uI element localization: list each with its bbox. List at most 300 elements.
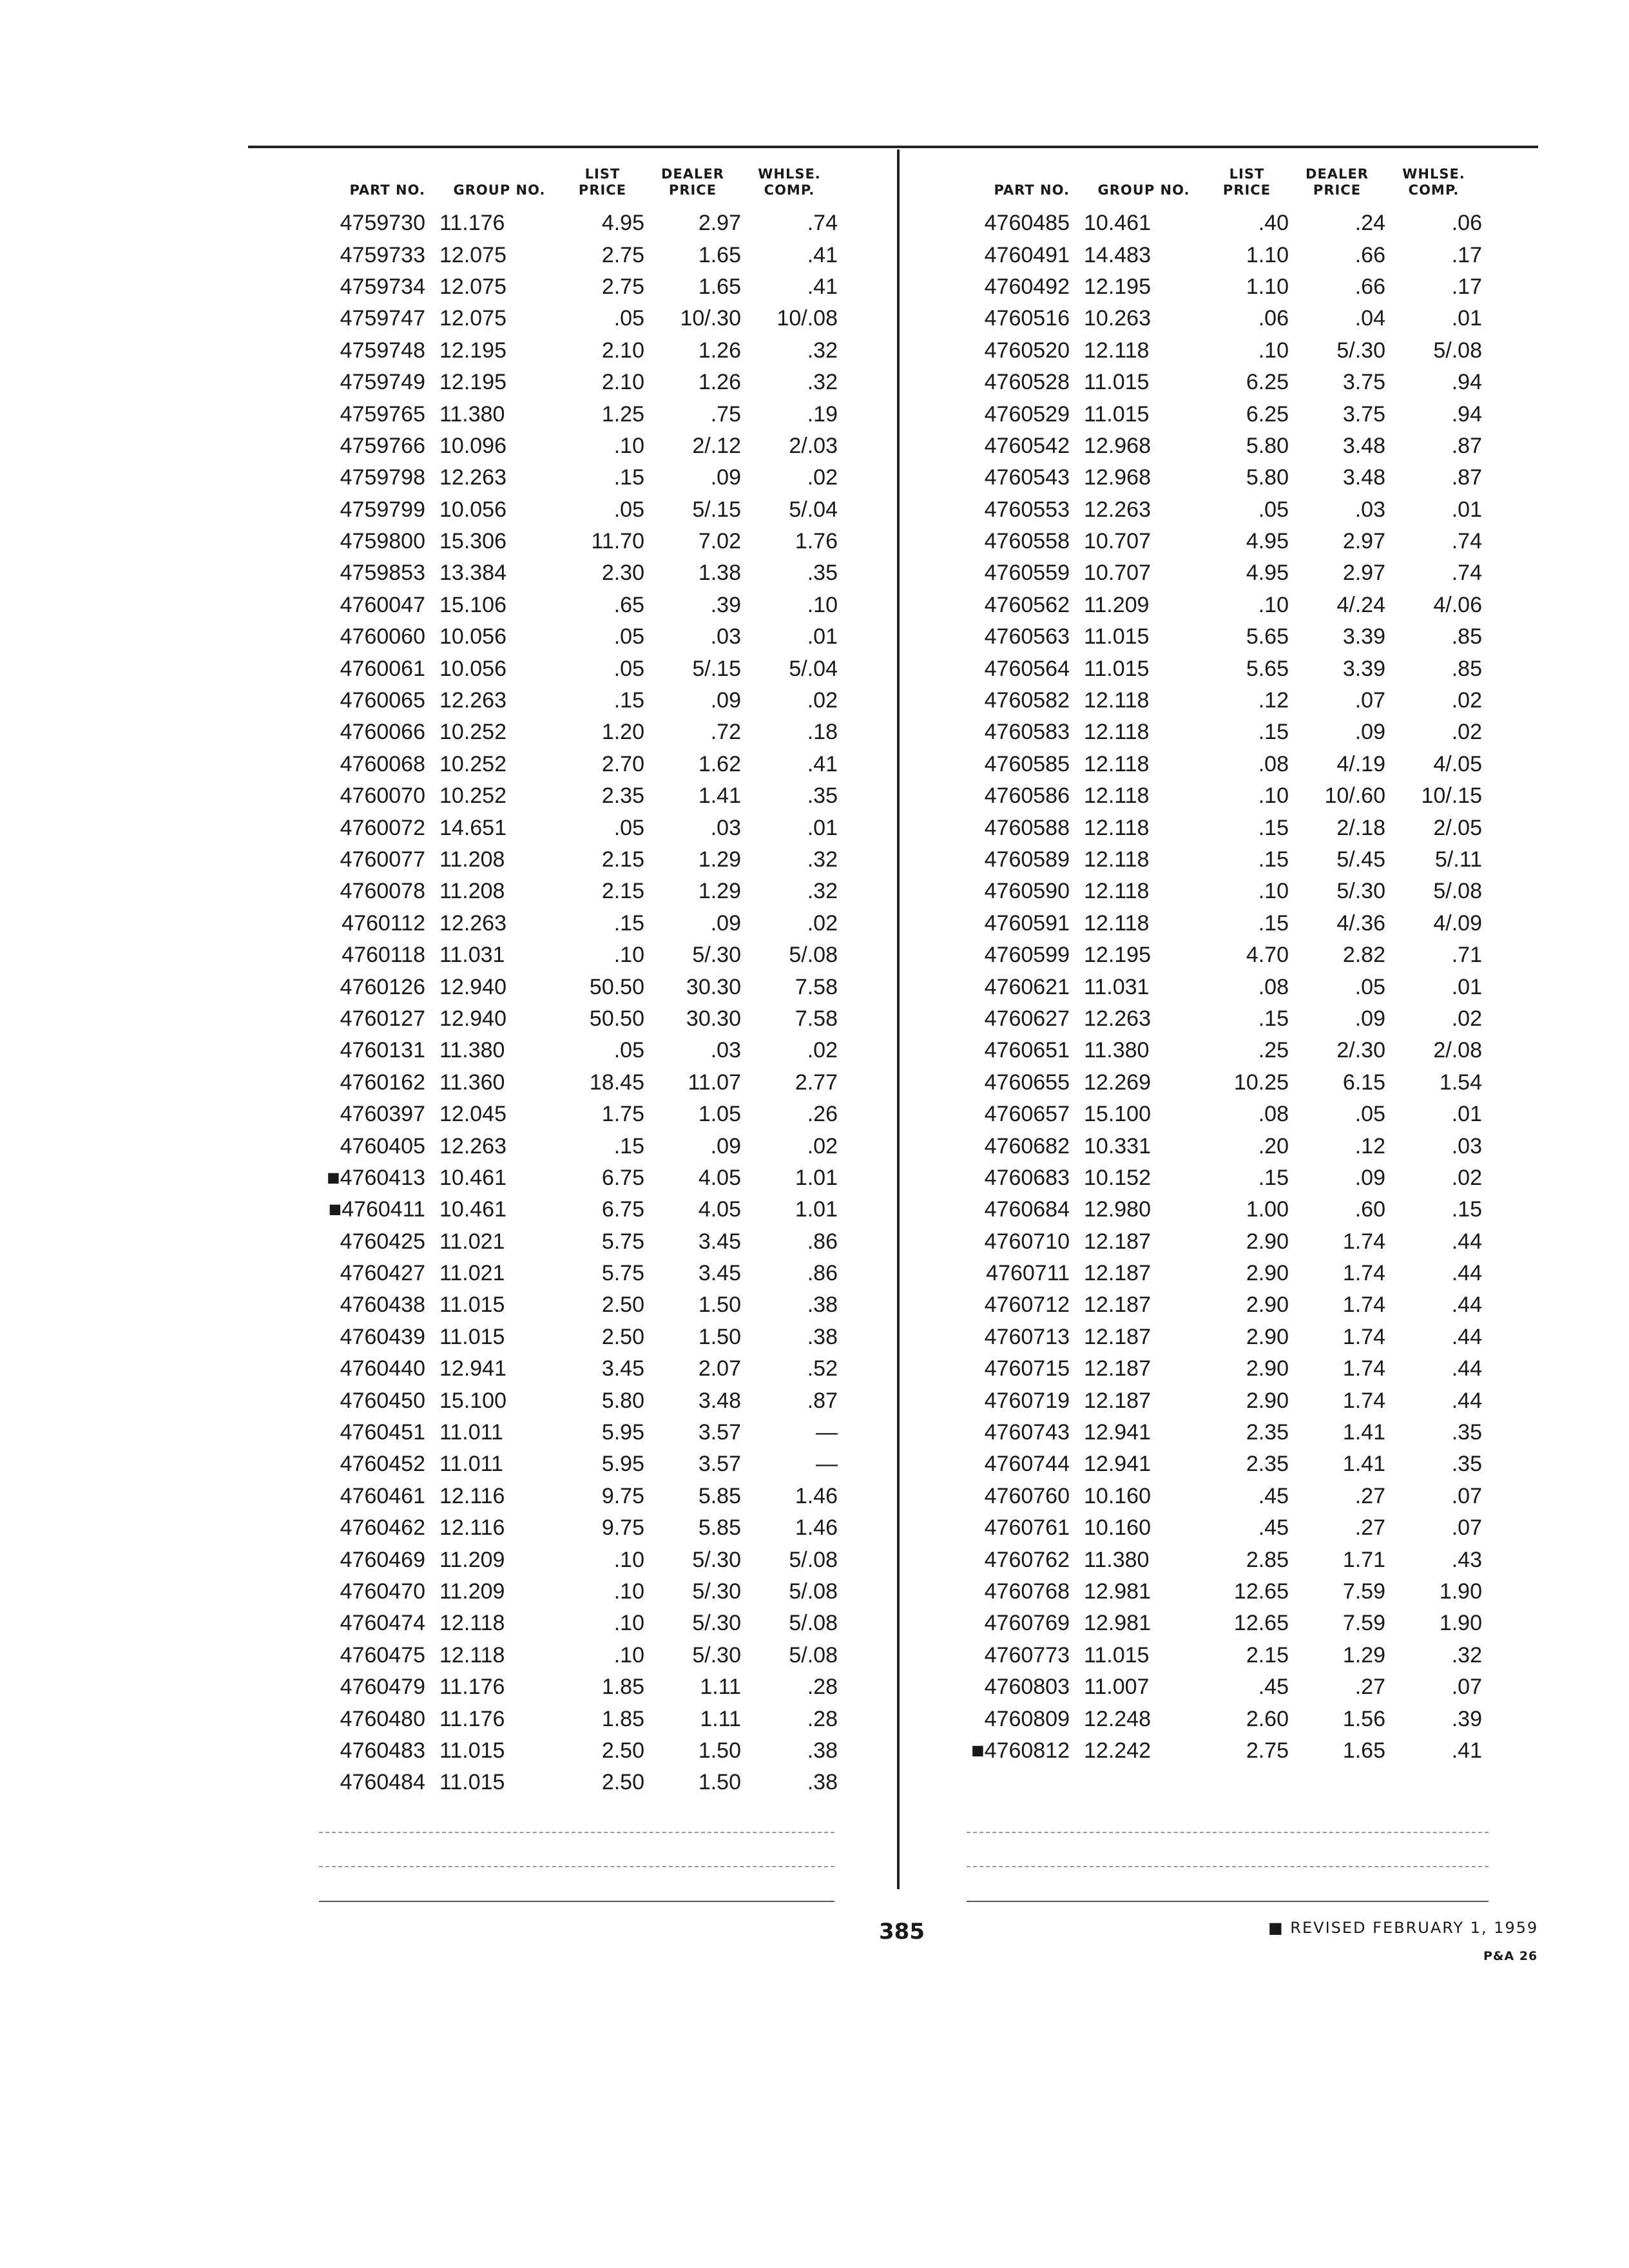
group-no-cell: 10.096 <box>439 433 506 458</box>
dealer-price-cell: 2/.12 <box>692 433 741 458</box>
whlse-comp-cell: .02 <box>807 688 838 713</box>
part-no-cell: 4760127 <box>340 1006 425 1031</box>
part-no-cell: 4760440 <box>340 1356 425 1381</box>
whlse-comp-cell: .44 <box>1451 1229 1482 1254</box>
group-no-cell: 12.187 <box>1084 1293 1151 1318</box>
whlse-comp-cell: 1.90 <box>1439 1611 1482 1636</box>
left-price-table <box>309 166 838 1799</box>
table-row <box>954 1194 1482 1225</box>
dealer-price-cell: 1.38 <box>698 561 741 586</box>
table-row <box>309 207 838 239</box>
part-no-cell: 4760450 <box>340 1388 425 1413</box>
table-row <box>309 1417 838 1448</box>
part-no-cell: 4759747 <box>340 306 425 331</box>
group-no-cell: 11.208 <box>439 879 505 904</box>
list-price-cell: .15 <box>1258 847 1289 872</box>
part-no-cell: 4760470 <box>340 1579 425 1604</box>
part-no-cell: 4760126 <box>340 974 425 999</box>
list-price-cell: 2.75 <box>601 274 644 299</box>
dealer-price-cell: 3.39 <box>1342 624 1385 649</box>
whlse-comp-cell: .01 <box>1451 974 1482 999</box>
group-no-cell: 15.106 <box>439 592 506 617</box>
part-no-cell: 4760492 <box>984 274 1070 299</box>
header-group-no: GROUP NO. <box>1097 182 1190 198</box>
table-row <box>954 557 1482 589</box>
table-row <box>309 462 838 494</box>
whlse-comp-cell: .02 <box>1451 1006 1482 1031</box>
table-row <box>954 462 1482 494</box>
table-row <box>954 1035 1482 1066</box>
dealer-price-cell: .09 <box>1354 1165 1385 1190</box>
part-no-cell: 4760586 <box>984 783 1070 809</box>
top-rule <box>248 146 1538 148</box>
list-price-cell: 2.35 <box>1246 1452 1289 1477</box>
dealer-price-cell: 5/.30 <box>692 1642 741 1667</box>
part-no-cell: 4760485 <box>984 211 1070 236</box>
group-no-cell: 12.248 <box>1084 1706 1151 1731</box>
dealer-price-cell: .04 <box>1354 306 1385 331</box>
group-no-cell: 11.007 <box>1084 1675 1150 1700</box>
group-no-cell: 12.187 <box>1084 1356 1151 1381</box>
page-number: 385 <box>879 1919 925 1945</box>
whlse-comp-cell: .87 <box>807 1388 838 1413</box>
group-no-cell: 11.021 <box>439 1261 505 1286</box>
whlse-comp-cell: 1.90 <box>1439 1579 1482 1604</box>
dealer-price-cell: .09 <box>1354 1006 1385 1031</box>
dealer-price-cell: 1.50 <box>698 1738 741 1763</box>
table-row <box>954 1353 1482 1385</box>
group-no-cell: 11.176 <box>439 211 505 236</box>
group-no-cell: 11.380 <box>439 401 505 427</box>
list-price-cell: .45 <box>1258 1483 1289 1508</box>
whlse-comp-cell: .02 <box>807 910 838 936</box>
list-price-cell: 1.10 <box>1246 242 1289 267</box>
dealer-price-cell: 1.05 <box>698 1102 741 1127</box>
group-no-cell: 12.195 <box>1084 274 1151 299</box>
group-no-cell: 12.263 <box>1084 1006 1151 1031</box>
part-no-cell: 4759766 <box>340 433 425 458</box>
list-price-cell: 1.10 <box>1246 274 1289 299</box>
list-price-cell: .45 <box>1258 1675 1289 1700</box>
group-no-cell: 12.118 <box>1084 688 1150 713</box>
dealer-price-cell: .09 <box>710 1133 741 1158</box>
dealer-price-cell: .09 <box>710 465 741 490</box>
part-no-cell: 4760070 <box>340 783 425 809</box>
table-row <box>309 1321 838 1353</box>
whlse-comp-cell: 1.01 <box>795 1165 838 1190</box>
part-no-cell: 4760474 <box>340 1611 425 1636</box>
dealer-price-cell: 5.85 <box>698 1515 741 1541</box>
whlse-comp-cell: 5/.08 <box>789 1547 838 1572</box>
part-no-cell: 4760425 <box>340 1229 425 1254</box>
dealer-price-cell: 5/.45 <box>1336 847 1385 872</box>
table-row <box>309 1481 838 1512</box>
whlse-comp-cell: .07 <box>1451 1515 1482 1541</box>
group-no-cell: 10.252 <box>439 783 506 809</box>
table-header-row <box>309 166 838 207</box>
part-no-cell: 4760060 <box>340 624 425 649</box>
dealer-price-cell: 1.65 <box>1342 1738 1385 1763</box>
header-whlse-comp: WHLSE. COMP. <box>758 166 821 198</box>
list-price-cell: 18.45 <box>589 1070 644 1095</box>
list-price-cell: .10 <box>613 943 644 968</box>
table-row <box>309 1162 838 1194</box>
dealer-price-cell: 1.11 <box>700 1706 741 1731</box>
list-price-cell: 2.15 <box>1246 1642 1289 1667</box>
dealer-price-cell: 1.26 <box>698 338 741 363</box>
group-no-cell: 12.981 <box>1084 1579 1151 1604</box>
group-no-cell: 11.031 <box>439 943 505 968</box>
whlse-comp-cell: — <box>816 1452 838 1477</box>
part-no-cell: 4759748 <box>340 338 425 363</box>
group-no-cell: 11.380 <box>1084 1547 1150 1572</box>
list-price-cell: .10 <box>613 1579 644 1604</box>
part-no-cell: 4760711 <box>986 1261 1070 1286</box>
table-row <box>309 335 838 367</box>
dealer-price-cell: 2.97 <box>1342 529 1385 554</box>
whlse-comp-cell: .44 <box>1451 1261 1482 1286</box>
part-no-cell: ■4760812 <box>971 1738 1070 1763</box>
list-price-cell: .08 <box>1258 974 1289 999</box>
group-no-cell: 12.118 <box>1084 720 1150 745</box>
whlse-comp-cell: .85 <box>1451 656 1482 681</box>
whlse-comp-cell: .02 <box>1451 688 1482 713</box>
whlse-comp-cell: — <box>816 1420 838 1445</box>
dealer-price-cell: .09 <box>710 910 741 936</box>
table-row <box>954 1735 1482 1767</box>
part-no-cell: 4760479 <box>340 1675 425 1700</box>
list-price-cell: .15 <box>613 688 644 713</box>
table-row <box>954 239 1482 271</box>
table-row <box>309 1035 838 1066</box>
dealer-price-cell: 1.41 <box>1342 1420 1385 1445</box>
list-price-cell: .05 <box>613 1038 644 1063</box>
part-no-cell: 4760682 <box>984 1133 1070 1158</box>
group-no-cell: 12.195 <box>439 338 506 363</box>
part-no-cell: 4760451 <box>340 1420 425 1445</box>
group-no-cell: 11.176 <box>439 1706 505 1731</box>
group-no-cell: 12.075 <box>439 242 506 267</box>
table-row <box>954 971 1482 1003</box>
dealer-price-cell: 2/.18 <box>1336 815 1385 840</box>
part-no-cell: ■4760411 <box>328 1197 425 1222</box>
whlse-comp-cell: .52 <box>807 1356 838 1381</box>
list-price-cell: .15 <box>1258 910 1289 936</box>
group-no-cell: 11.011 <box>439 1452 503 1477</box>
group-no-cell: 14.483 <box>1084 242 1151 267</box>
whlse-comp-cell: .01 <box>1451 306 1482 331</box>
whlse-comp-cell: .02 <box>807 1038 838 1063</box>
whlse-comp-cell: .17 <box>1451 242 1482 267</box>
dealer-price-cell: 1.50 <box>698 1324 741 1349</box>
whlse-comp-cell: 1.01 <box>795 1197 838 1222</box>
table-row <box>309 526 838 557</box>
table-row <box>954 1640 1482 1671</box>
table-row <box>954 621 1482 653</box>
part-no-cell: 4759800 <box>340 529 425 554</box>
table-header-row <box>954 166 1482 207</box>
group-no-cell: 12.195 <box>1084 943 1151 968</box>
group-no-cell: 10.461 <box>439 1197 506 1222</box>
whlse-comp-cell: .87 <box>1451 465 1482 490</box>
dealer-price-cell: .03 <box>710 815 741 840</box>
group-no-cell: 15.100 <box>1084 1102 1151 1127</box>
whlse-comp-cell: 5/.04 <box>789 497 838 522</box>
part-no-cell: 4760564 <box>984 656 1070 681</box>
group-no-cell: 12.968 <box>1084 465 1151 490</box>
list-price-cell: 5.75 <box>601 1261 644 1286</box>
list-price-cell: 2.75 <box>601 242 644 267</box>
group-no-cell: 10.056 <box>439 624 506 649</box>
list-price-cell: 1.85 <box>601 1675 644 1700</box>
table-row <box>954 749 1482 780</box>
table-row <box>954 1226 1482 1258</box>
group-no-cell: 11.015 <box>1084 401 1150 427</box>
header-dealer-price: DEALER PRICE <box>661 166 724 198</box>
whlse-comp-cell: .02 <box>807 465 838 490</box>
whlse-comp-cell: 5/.04 <box>789 656 838 681</box>
whlse-comp-cell: 2/.03 <box>789 433 838 458</box>
list-price-cell: .10 <box>613 1642 644 1667</box>
part-no-cell: 4760621 <box>984 974 1070 999</box>
whlse-comp-cell: .01 <box>807 815 838 840</box>
dealer-price-cell: 5.85 <box>698 1483 741 1508</box>
list-price-cell: 5.65 <box>1246 624 1289 649</box>
list-price-cell: 2.15 <box>601 847 644 872</box>
dealer-price-cell: .03 <box>710 624 741 649</box>
dealer-price-cell: 6.15 <box>1342 1070 1385 1095</box>
table-row <box>954 494 1482 526</box>
part-no-cell: 4760559 <box>984 561 1070 586</box>
list-price-cell: 12.65 <box>1233 1611 1289 1636</box>
dealer-price-cell: 5/.30 <box>1336 338 1385 363</box>
part-no-cell: 4760651 <box>984 1038 1070 1063</box>
group-no-cell: 14.651 <box>439 815 506 840</box>
dealer-price-cell: 5/.15 <box>692 497 741 522</box>
group-no-cell: 11.015 <box>1084 370 1150 395</box>
whlse-comp-cell: .02 <box>807 1133 838 1158</box>
group-no-cell: 11.380 <box>439 1038 505 1063</box>
dealer-price-cell: 1.29 <box>698 879 741 904</box>
list-price-cell: .10 <box>1258 592 1289 617</box>
right-table-body <box>954 207 1482 1767</box>
group-no-cell: 11.015 <box>439 1770 505 1795</box>
list-price-cell: .10 <box>1258 879 1289 904</box>
table-row <box>954 1321 1482 1353</box>
dealer-price-cell: 1.50 <box>698 1293 741 1318</box>
list-price-cell: 2.30 <box>601 561 644 586</box>
table-row <box>309 1385 838 1416</box>
part-no-cell: 4760768 <box>984 1579 1070 1604</box>
group-no-cell: 11.021 <box>439 1229 505 1254</box>
dealer-price-cell: 1.29 <box>698 847 741 872</box>
part-no-cell: 4760397 <box>340 1102 425 1127</box>
whlse-comp-cell: .38 <box>807 1324 838 1349</box>
part-no-cell: 4759853 <box>340 561 425 586</box>
part-no-cell: 4760562 <box>984 592 1070 617</box>
group-no-cell: 12.187 <box>1084 1261 1151 1286</box>
dealer-price-cell: 1.26 <box>698 370 741 395</box>
list-price-cell: 50.50 <box>589 974 644 999</box>
list-price-cell: .15 <box>1258 720 1289 745</box>
whlse-comp-cell: 1.76 <box>795 529 838 554</box>
table-row <box>309 876 838 907</box>
whlse-comp-cell: .43 <box>1451 1547 1482 1572</box>
part-no-cell: 4760713 <box>984 1324 1070 1349</box>
part-no-cell: 4760769 <box>984 1611 1070 1636</box>
list-price-cell: 5.95 <box>601 1452 644 1477</box>
list-price-cell: 6.25 <box>1246 370 1289 395</box>
group-no-cell: 10.461 <box>439 1165 506 1190</box>
group-no-cell: 11.209 <box>439 1547 505 1572</box>
whlse-comp-cell: .01 <box>807 624 838 649</box>
group-no-cell: 12.118 <box>439 1642 505 1667</box>
whlse-comp-cell: .35 <box>807 561 838 586</box>
group-no-cell: 12.263 <box>1084 497 1151 522</box>
list-price-cell: .08 <box>1258 1102 1289 1127</box>
list-price-cell: 2.90 <box>1246 1388 1289 1413</box>
part-no-cell: 4760078 <box>340 879 425 904</box>
table-row <box>954 1544 1482 1575</box>
whlse-comp-cell: .02 <box>1451 720 1482 745</box>
dealer-price-cell: 3.57 <box>698 1452 741 1477</box>
part-no-cell: 4759749 <box>340 370 425 395</box>
table-row <box>954 335 1482 367</box>
part-no-cell: 4760760 <box>984 1483 1070 1508</box>
whlse-comp-cell: .74 <box>1451 529 1482 554</box>
list-price-cell: 5.75 <box>601 1229 644 1254</box>
dealer-price-cell: .07 <box>1354 688 1385 713</box>
group-no-cell: 12.263 <box>439 910 506 936</box>
part-no-cell: 4760072 <box>340 815 425 840</box>
table-row <box>954 1258 1482 1289</box>
whlse-comp-cell: .87 <box>1451 433 1482 458</box>
list-price-cell: .08 <box>1258 751 1289 776</box>
dealer-price-cell: .09 <box>710 688 741 713</box>
table-row <box>309 430 838 462</box>
table-row <box>954 1576 1482 1608</box>
dealer-price-cell: 1.41 <box>698 783 741 809</box>
group-no-cell: 12.118 <box>1084 783 1150 809</box>
group-no-cell: 12.968 <box>1084 433 1151 458</box>
group-no-cell: 12.941 <box>439 1356 506 1381</box>
list-price-cell: 2.50 <box>601 1324 644 1349</box>
header-whlse-comp: WHLSE. COMP. <box>1402 166 1465 198</box>
part-no-cell: 4760591 <box>984 910 1070 936</box>
list-price-cell: 12.65 <box>1233 1579 1289 1604</box>
part-no-cell: 4760761 <box>984 1515 1070 1541</box>
part-no-cell: 4760439 <box>340 1324 425 1349</box>
dealer-price-cell: 7.59 <box>1342 1579 1385 1604</box>
table-row <box>309 812 838 843</box>
part-no-cell: 4760583 <box>984 720 1070 745</box>
table-row <box>954 367 1482 398</box>
group-no-cell: 11.015 <box>1084 656 1150 681</box>
dealer-price-cell: .03 <box>710 1038 741 1063</box>
group-no-cell: 12.242 <box>1084 1738 1151 1763</box>
list-price-cell: 10.25 <box>1233 1070 1289 1095</box>
table-row <box>309 303 838 334</box>
part-no-cell: 4760047 <box>340 592 425 617</box>
part-no-cell: 4760491 <box>984 242 1070 267</box>
table-row <box>309 780 838 812</box>
whlse-comp-cell: .71 <box>1451 943 1482 968</box>
dealer-price-cell: .05 <box>1354 974 1385 999</box>
table-row <box>954 271 1482 303</box>
whlse-comp-cell: 2/.08 <box>1433 1038 1482 1063</box>
dealer-price-cell: .75 <box>710 401 741 427</box>
group-no-cell: 10.056 <box>439 656 506 681</box>
dealer-price-cell: 3.75 <box>1342 370 1385 395</box>
footer-dashed-line <box>967 1866 1489 1867</box>
group-no-cell: 11.011 <box>439 1420 503 1445</box>
dealer-price-cell: 7.02 <box>698 529 741 554</box>
part-no-cell: 4760118 <box>342 943 425 968</box>
dealer-price-cell: 2.97 <box>698 211 741 236</box>
dealer-price-cell: .27 <box>1354 1483 1385 1508</box>
whlse-comp-cell: .41 <box>807 751 838 776</box>
dealer-price-cell: 5/.30 <box>692 1547 741 1572</box>
table-row <box>954 1608 1482 1639</box>
whlse-comp-cell: .28 <box>807 1706 838 1731</box>
table-row <box>954 908 1482 939</box>
part-no-cell: ■4760413 <box>327 1165 425 1190</box>
table-row <box>309 939 838 971</box>
list-price-cell: .15 <box>1258 1006 1289 1031</box>
dealer-price-cell: .05 <box>1354 1102 1385 1127</box>
list-price-cell: 2.90 <box>1246 1293 1289 1318</box>
whlse-comp-cell: 1.46 <box>795 1515 838 1541</box>
list-price-cell: .15 <box>613 910 644 936</box>
header-group-no: GROUP NO. <box>453 182 546 198</box>
whlse-comp-cell: .44 <box>1451 1324 1482 1349</box>
list-price-cell: 11.70 <box>591 529 644 554</box>
part-no-cell: 4760585 <box>984 751 1070 776</box>
part-no-cell: 4760582 <box>984 688 1070 713</box>
table-row <box>309 1544 838 1575</box>
group-no-cell: 10.252 <box>439 751 506 776</box>
list-price-cell: 5.80 <box>601 1388 644 1413</box>
group-no-cell: 12.940 <box>439 1006 506 1031</box>
table-row <box>309 1448 838 1480</box>
dealer-price-cell: 1.62 <box>698 751 741 776</box>
group-no-cell: 12.116 <box>439 1515 505 1541</box>
table-row <box>954 1512 1482 1544</box>
group-no-cell: 12.263 <box>439 688 506 713</box>
table-row <box>309 844 838 876</box>
group-no-cell: 12.187 <box>1084 1229 1151 1254</box>
list-price-cell: .65 <box>613 592 644 617</box>
list-price-cell: 4.70 <box>1246 943 1289 968</box>
part-no-cell: 4759799 <box>340 497 425 522</box>
whlse-comp-cell: .07 <box>1451 1675 1482 1700</box>
whlse-comp-cell: .01 <box>1451 1102 1482 1127</box>
group-no-cell: 12.116 <box>439 1483 505 1508</box>
list-price-cell: 2.60 <box>1246 1706 1289 1731</box>
whlse-comp-cell: .41 <box>807 274 838 299</box>
whlse-comp-cell: 5/.08 <box>789 1642 838 1667</box>
dealer-price-cell: 3.39 <box>1342 656 1385 681</box>
dealer-price-cell: 1.65 <box>698 274 741 299</box>
whlse-comp-cell: .07 <box>1451 1483 1482 1508</box>
whlse-comp-cell: .85 <box>1451 624 1482 649</box>
dealer-price-cell: 2.97 <box>1342 561 1385 586</box>
list-price-cell: 2.50 <box>601 1770 644 1795</box>
list-price-cell: 9.75 <box>601 1515 644 1541</box>
dealer-price-cell: 4/.36 <box>1336 910 1385 936</box>
group-no-cell: 11.209 <box>439 1579 505 1604</box>
part-no-cell: 4760655 <box>984 1070 1070 1095</box>
